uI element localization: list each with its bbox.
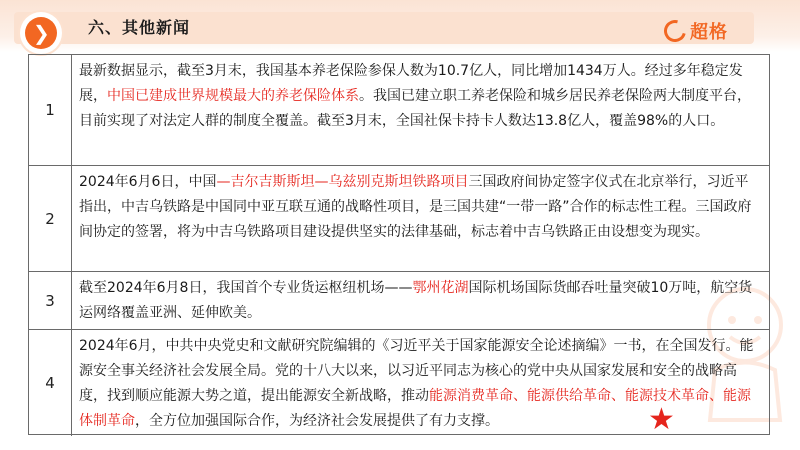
text-span: 截至2024年6月8日，我国首个专业货运枢纽机场—— bbox=[79, 280, 413, 296]
text-span: 2024年6月，中共中央党史和文献研究院编辑的《习近平关于国家能源安全论述摘编》一书，在全国发行。能源安全事关经济社会发展全局。党的十八大以来，以习近平同志为核心的党中央从国家发展和安全的战略高度，找到顺应能源大势之道，提出能源安全新战略，推动 bbox=[79, 338, 754, 404]
text-span: 国际机场国际货邮吞吐量突破10万吨，航空货运网络覆盖亚洲、延伸欧美。 bbox=[79, 280, 753, 321]
row-number: 1 bbox=[29, 55, 72, 165]
logo-mark-icon bbox=[660, 16, 690, 46]
highlight-span: —吉尔吉斯斯坦—乌兹别克斯坦铁路项目 bbox=[216, 174, 469, 190]
section-title: 六、其他新闻 bbox=[88, 18, 191, 37]
brand-logo bbox=[664, 18, 728, 44]
highlight-span: 鄂州花湖 bbox=[412, 280, 469, 296]
table-row bbox=[29, 271, 769, 329]
news-table bbox=[28, 54, 770, 435]
text-span: 最新数据显示，截至3月末，我国基本养老保险参保人数为10.7亿人，同比增加1434万人。经过多年稳定发展， bbox=[79, 63, 743, 104]
row-number: 3 bbox=[29, 272, 72, 329]
chevron-right-icon: ❯ bbox=[33, 21, 50, 45]
row-number: 4 bbox=[29, 330, 72, 436]
star-icon: ★ bbox=[648, 402, 675, 437]
highlight-span: 中国已建成世界规模最大的养老保险体系 bbox=[107, 88, 359, 104]
logo-text: 超格 bbox=[690, 22, 728, 43]
text-span: ，全方位加强国际合作，为经济社会发展提供了有力支撑。 bbox=[135, 413, 499, 429]
text-span: 。我国已建立职工养老保险和城乡居民养老保险两大制度平台，目前实现了对法定人群的制度全覆盖。截至3月末，全国社保卡持卡人数达13.8亿人，覆盖98%的人口。 bbox=[79, 88, 751, 129]
row-number: 2 bbox=[29, 166, 72, 271]
row-text bbox=[79, 170, 759, 245]
text-span: 三国政府间协定签字仪式在北京举行，习近平指出，中吉乌铁路是中国同中亚互联互通的战略性项目，是三国共建“一带一路”合作的标志性工程。三国政府间协定的签署，将为中吉乌铁路项目建设提供坚实的法律基础，标志着中吉乌铁路正由设想变为现实。 bbox=[79, 174, 752, 240]
table-row bbox=[29, 55, 769, 165]
text-span: 2024年6月6日，中国 bbox=[79, 174, 217, 190]
table-row bbox=[29, 165, 769, 271]
row-text bbox=[79, 59, 759, 134]
row-text bbox=[79, 276, 759, 326]
highlight-span: 能源消费革命、能源供给革命、能源技术革命、能源体制革命 bbox=[79, 388, 751, 429]
